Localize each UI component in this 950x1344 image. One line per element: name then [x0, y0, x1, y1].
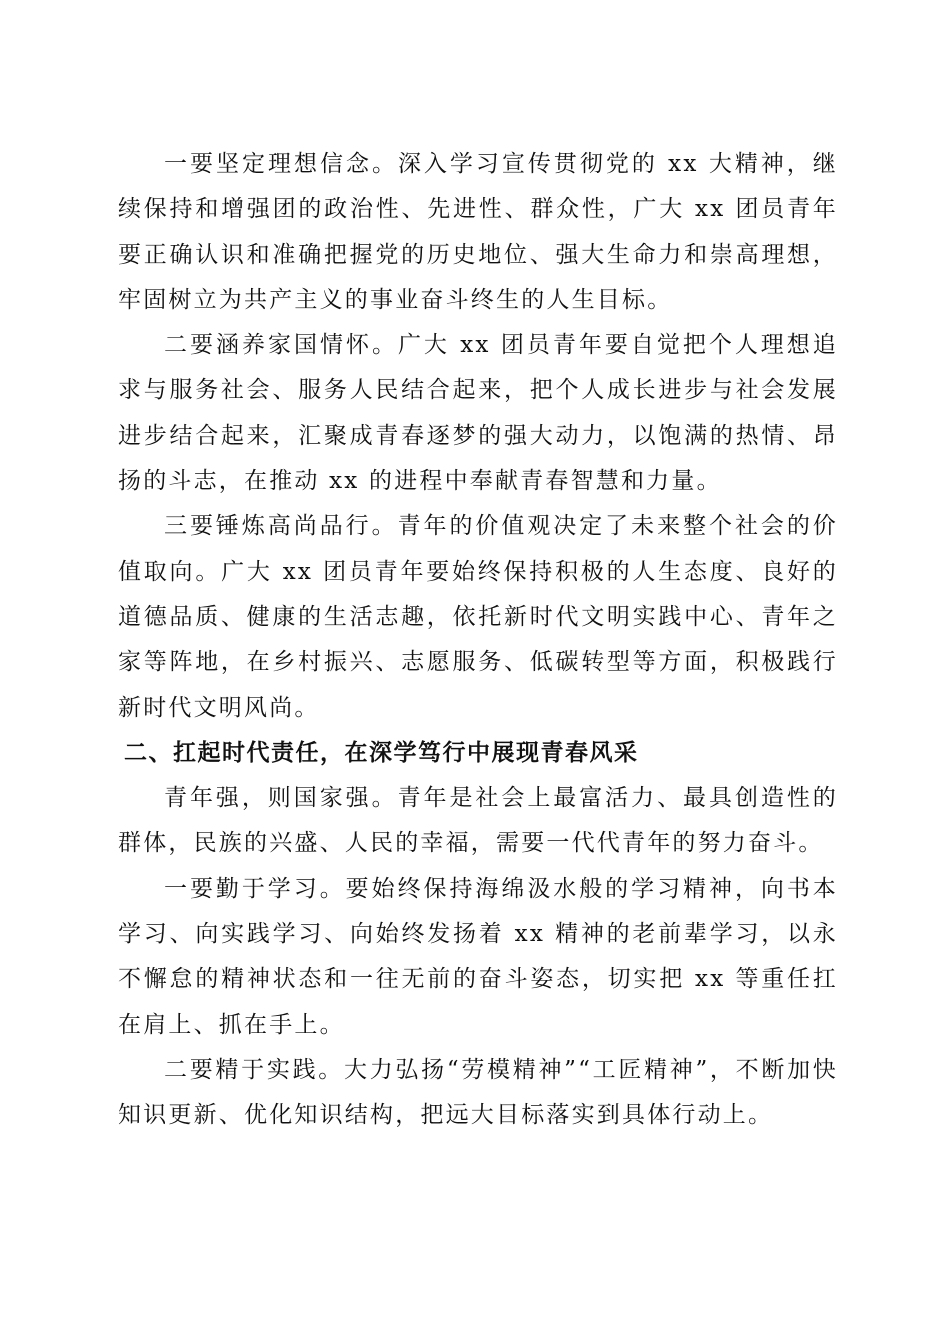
paragraph-patriotism: 二要涵养家国情怀。广大 xx 团员青年要自觉把个人理想追求与服务社会、服务人民结合起来，把个人成长进步与社会发展进步结合起来，汇聚成青春逐梦的强大动力，以饱满的热情、昂扬的斗志，在推动 xx 的进程中奉献青春智慧和力量。: [118, 332, 838, 495]
paragraph-character: 三要锤炼高尚品行。青年的价值观决定了未来整个社会的价值取向。广大 xx 团员青年要始终保持积极的人生态度、良好的道德品质、健康的生活志趣，依托新时代文明实践中心、青年之家等阵地，在乡村振兴、志愿服务、低碳转型等方面，积极践行新时代文明风尚。: [118, 513, 838, 721]
paragraph-study: 一要勤于学习。要始终保持海绵汲水般的学习精神，向书本学习、向实践学习、向始终发扬着 xx 精神的老前辈学习，以永不懈怠的精神状态和一往无前的奋斗姿态，切实把 xx 等重任扛在肩上、抓在手上。: [118, 875, 838, 1038]
document-body: [118, 142, 838, 1139]
paragraph-ideals: 一要坚定理想信念。深入学习宣传贯彻党的 xx 大精神，继续保持和增强团的政治性、先进性、群众性，广大 xx 团员青年要正确认识和准确把握党的历史地位、强大生命力和崇高理想，牢固树立为共产主义的事业奋斗终生的人生目标。: [118, 151, 838, 313]
paragraph-youth-strong: 青年强，则国家强。青年是社会上最富活力、最具创造性的群体，民族的兴盛、人民的幸福，需要一代代青年的努力奋斗。: [118, 785, 838, 857]
paragraph-practice: 二要精于实践。大力弘扬“劳模精神”“工匠精神”，不断加快知识更新、优化知识结构，把远大目标落实到具体行动上。: [118, 1056, 838, 1129]
section-heading: 二、扛起时代责任，在深学笃行中展现青春风采: [124, 739, 639, 766]
